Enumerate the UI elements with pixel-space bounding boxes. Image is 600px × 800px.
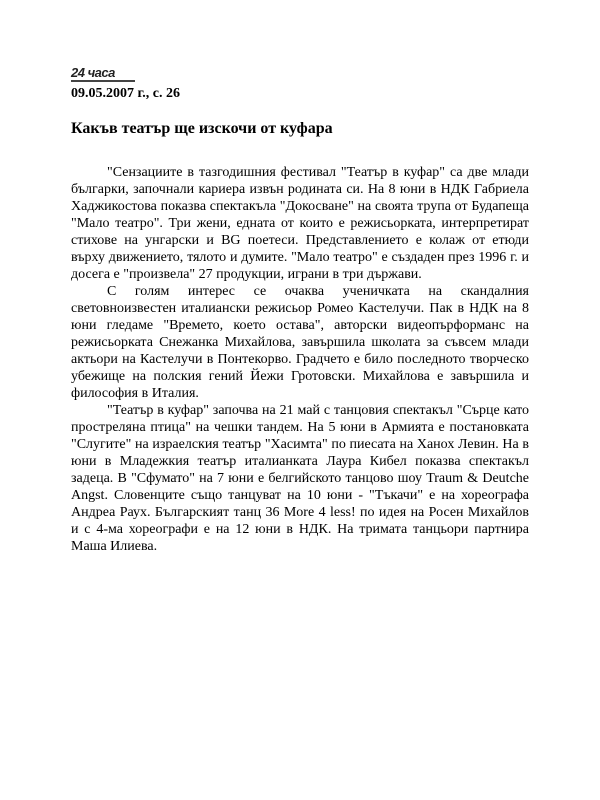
- article-title: Какъв театър ще изскочи от куфара: [71, 120, 333, 137]
- newspaper-logo: [71, 66, 135, 86]
- article-paragraph: "Сензациите в тазгодишния фестивал "Театър в куфар" са две млади българки, започнали кариера извън родината си. На 8 юни в НДК Габриела Хаджикостова показва спектакъла "Докосване" на своята трупа от Будапеща "Мало театро". Три жени, едната от които е режисьорката, интерпретират стихове на унгарски и BG поетеси. Представлението е колаж от етюди върху движението, тялото и думите. "Мало театро" е създаден през 1996 г. и досега е "произвела" 27 продукции, играни в три държави.: [71, 165, 529, 282]
- article-paragraph: "Театър в куфар" започва на 21 май с танцовия спектакъл "Сърце като простреляна птица" на чешки тандем. На 5 юни в Армията е постановката "Слугите" на израелския театър "Хасимта" по пиесата на Ханох Левин. На в юни в Младежкия театър италианката Лаура Кибел показва спектакъл задеца. В "Сфумато" на 7 юни е белгийското танцово шоу Traum & Deutche Angst. Словенците също танцуват на 10 юни - "Тъкачи" е на хореографа Андреа Раух. Българският танц 36 More 4 less! по идея на Росен Михайлов и с 4-ма хореографи е на 12 юни в НДК. На тримата танцьори партнира Маша Илиева.: [71, 403, 529, 554]
- newspaper-logo-text: 24 часа: [71, 65, 115, 80]
- dateline: 09.05.2007 г., с. 26: [71, 86, 180, 101]
- article-paragraph: С голям интерес се очаква ученичката на скандалния световноизвестен италиански режисьор Ромео Кастелучи. Пак в НДК на 8 юни гледаме "Времето, което остава", авторски видеопърформанс на режисьорката Снежанка Михайлова, завършила школата за съвсем млади актьори на Кастелучи в Понтекорво. Градчето е било последното творческо убежище на полския гений Йежи Гротовски. Михайлова е завършила и философия в Италия.: [71, 284, 529, 401]
- logo-underline: [71, 80, 135, 82]
- article-body: [71, 164, 529, 555]
